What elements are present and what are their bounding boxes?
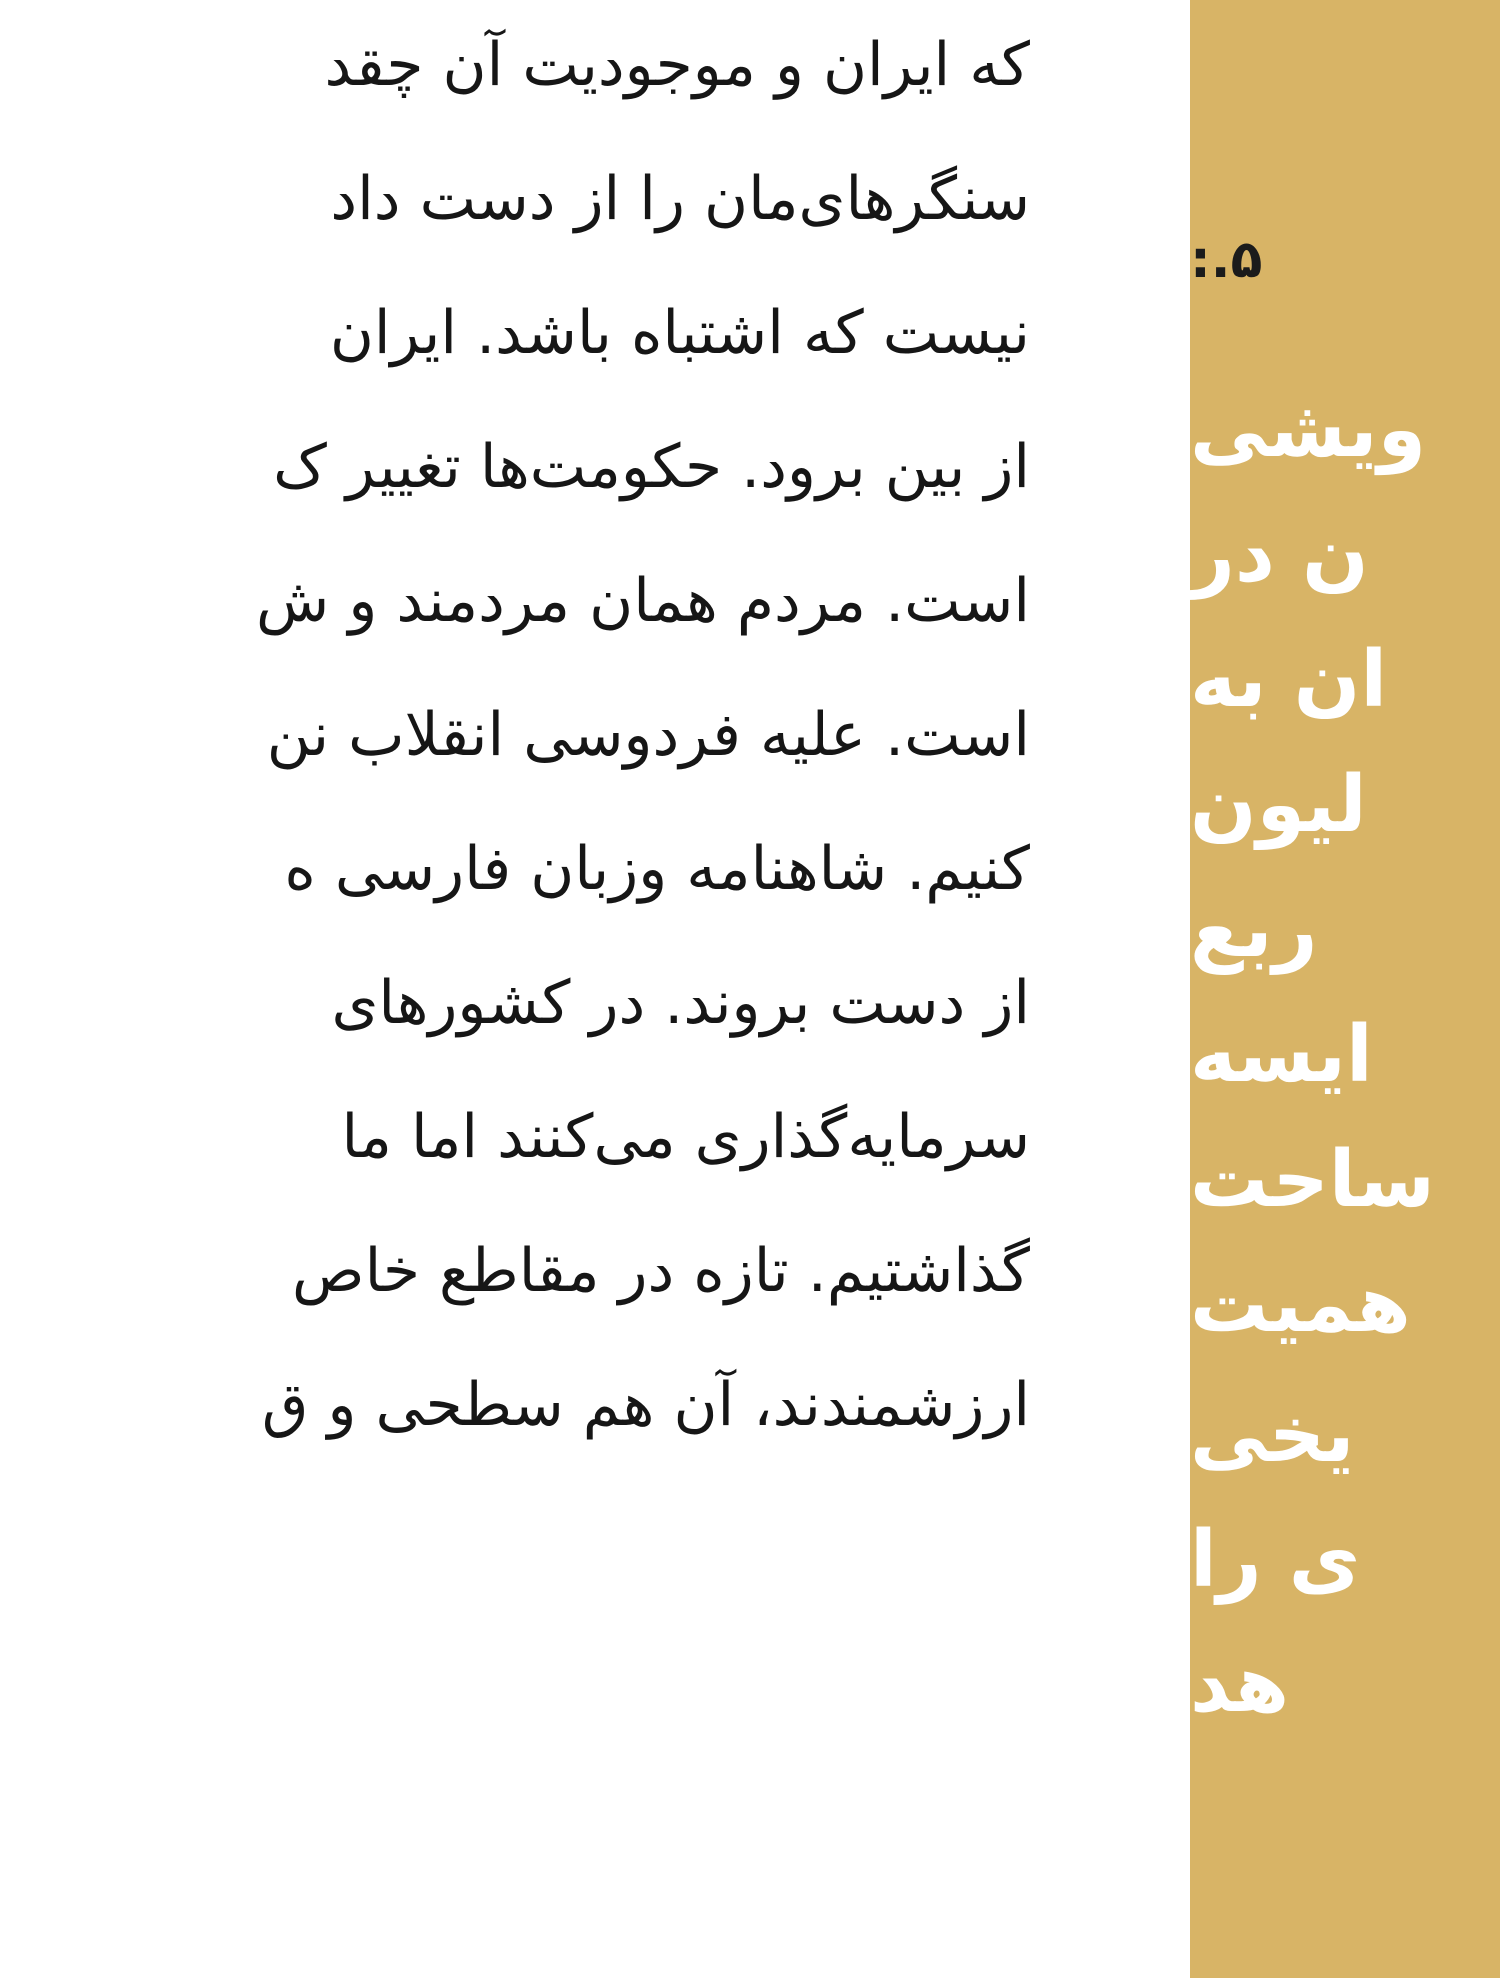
highlight-number: ۵.: [1190,230,1263,290]
highlight-line: ایسه [1190,1010,1373,1100]
body-line: سنگرهای‌مان را از دست داد [330,164,1030,234]
body-line: سرمایه‌گذاری می‌کنند اما ما [341,1102,1030,1172]
highlight-line: همیت [1190,1260,1411,1350]
body-line: کنیم. شاهنامه وزبان فارسی ه [284,834,1030,904]
highlight-line: لیون [1190,760,1367,850]
body-line: از دست بروند. در کشورهای [331,968,1030,1038]
highlight-box [1190,0,1500,1978]
highlight-line: ی را [1190,1515,1361,1605]
body-line: است. علیه فردوسی انقلاب نن [266,700,1030,770]
body-line: است. مردم همان مردمند و ش [256,566,1030,636]
highlight-line: ان به [1190,635,1388,725]
body-line: گذاشتیم. تازه در مقاطع خاص [292,1236,1030,1306]
highlight-line: ساحت [1190,1135,1435,1225]
body-line: از بین برود. حکومت‌ها تغییر ک [273,432,1030,502]
highlight-line: ربع [1190,885,1318,975]
body-line: نیست که اشتباه باشد. ایران [329,298,1030,368]
highlight-line: ویشی [1190,385,1427,475]
highlight-line: ن در [1190,510,1369,600]
body-line: ارزشمندند، آن هم سطحی و ق [261,1370,1030,1440]
highlight-line: هد [1190,1640,1290,1730]
body-line: که ایران و موجودیت آن چقد [324,30,1030,100]
highlight-line: یخی [1190,1390,1355,1480]
